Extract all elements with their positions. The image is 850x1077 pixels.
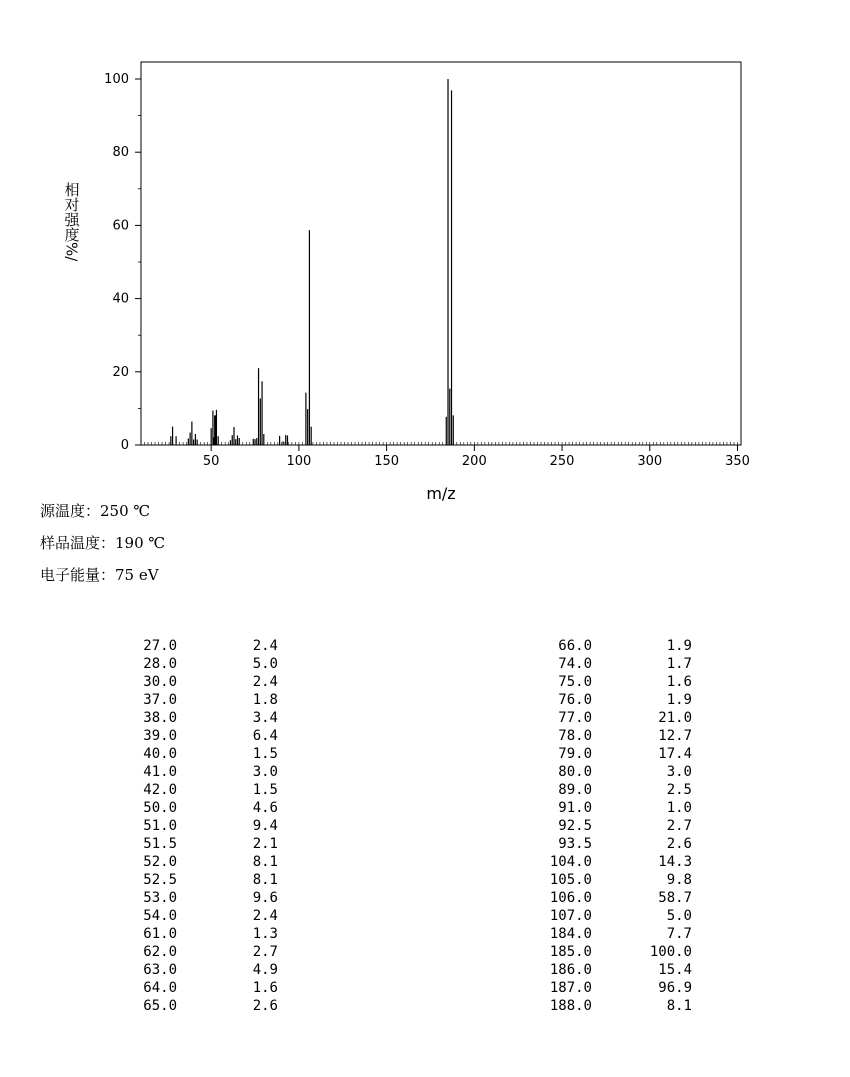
peak-intensity: 12.7	[658, 728, 692, 744]
peak-table-row	[120, 997, 320, 1015]
peak-mz: 53.0	[143, 890, 177, 906]
peak-mz: 104.0	[549, 854, 592, 870]
peak-intensity: 8.1	[666, 998, 692, 1014]
peak-intensity: 2.4	[252, 638, 278, 654]
peak-table-row	[520, 727, 720, 745]
peak-intensity: 14.3	[658, 854, 692, 870]
peak-table-row	[120, 799, 320, 817]
peak-table-row	[120, 673, 320, 691]
peak-mz: 64.0	[143, 980, 177, 996]
y-axis	[104, 72, 141, 453]
peak-table-row	[120, 961, 320, 979]
peak-table-row	[520, 835, 720, 853]
y-tick-label: 40	[112, 291, 129, 307]
peak-mz: 107.0	[549, 908, 592, 924]
peak-mz: 62.0	[143, 944, 177, 960]
peak-table-row	[120, 727, 320, 745]
peak-intensity: 2.1	[252, 836, 278, 852]
peak-table-row	[520, 691, 720, 709]
x-tick-label: 50	[202, 454, 220, 469]
peak-intensity: 5.0	[666, 908, 692, 924]
peak-mz: 92.5	[558, 818, 592, 834]
peak-table-row	[120, 943, 320, 961]
peak-intensity: 3.0	[666, 764, 692, 780]
y-tick-label: 100	[104, 72, 129, 87]
peak-mz: 52.0	[143, 854, 177, 870]
peak-mz: 89.0	[558, 782, 592, 798]
peak-table-row	[120, 763, 320, 781]
peak-table-row	[520, 799, 720, 817]
peak-intensity: 9.8	[666, 872, 692, 888]
y-axis-title	[60, 182, 82, 261]
mass-spectrum-chart	[0, 0, 850, 510]
peak-table-row	[120, 925, 320, 943]
peak-mz: 42.0	[143, 782, 177, 798]
peak-mz: 38.0	[143, 710, 177, 726]
peak-table-row	[120, 637, 320, 655]
peak-table-row	[520, 907, 720, 925]
peak-intensity: 3.4	[252, 710, 278, 726]
peak-intensity: 17.4	[658, 746, 692, 762]
x-axis-title: m/z	[426, 484, 456, 503]
peak-table-row	[520, 817, 720, 835]
peak-intensity: 1.0	[666, 800, 692, 816]
peak-mz: 65.0	[143, 998, 177, 1014]
peak-table-row	[520, 943, 720, 961]
peak-intensity: 2.4	[252, 908, 278, 924]
spectrum-bars	[171, 79, 453, 445]
peak-intensity: 2.6	[252, 998, 278, 1014]
x-tick-label: 100	[286, 454, 312, 469]
peak-mz: 75.0	[558, 674, 592, 690]
peak-intensity: 5.0	[252, 656, 278, 672]
peak-intensity: 9.4	[252, 818, 278, 834]
peak-table-row	[120, 835, 320, 853]
sample-temperature: 样品温度：190 ℃	[40, 534, 166, 552]
peak-mz: 185.0	[549, 944, 592, 960]
peak-intensity: 15.4	[658, 962, 692, 978]
plot-frame	[141, 62, 741, 445]
peak-intensity: 1.6	[252, 980, 278, 996]
peak-mz: 78.0	[558, 728, 592, 744]
peak-intensity: 1.8	[252, 692, 278, 708]
peak-mz: 66.0	[558, 638, 592, 654]
peak-table-row	[120, 979, 320, 997]
peak-intensity: 100.0	[649, 944, 692, 960]
peak-mz: 186.0	[549, 962, 592, 978]
peak-mz: 77.0	[558, 710, 592, 726]
peak-mz: 39.0	[143, 728, 177, 744]
peak-table-row	[120, 709, 320, 727]
peak-mz: 76.0	[558, 692, 592, 708]
peak-intensity: 9.6	[252, 890, 278, 906]
peak-intensity: 2.7	[666, 818, 692, 834]
x-tick-label: 350	[725, 454, 750, 469]
peak-table-row	[120, 907, 320, 925]
y-tick-label: 20	[112, 364, 129, 380]
peak-mz: 63.0	[143, 962, 177, 978]
peak-intensity: 2.6	[666, 836, 692, 852]
peak-intensity: 1.6	[666, 674, 692, 690]
peak-mz: 105.0	[549, 872, 592, 888]
y-axis-title-text: 相对强度%/	[62, 182, 81, 262]
peak-intensity: 2.7	[252, 944, 278, 960]
peak-table-row	[120, 817, 320, 835]
peak-mz: 51.5	[143, 836, 177, 852]
peak-mz: 91.0	[558, 800, 592, 816]
peak-mz: 106.0	[549, 890, 592, 906]
x-tick-label: 300	[637, 454, 663, 469]
peak-mz: 93.5	[558, 836, 592, 852]
peak-intensity: 1.9	[666, 638, 692, 654]
peak-mz: 187.0	[549, 980, 592, 996]
peak-table-row	[120, 853, 320, 871]
peak-intensity: 4.9	[252, 962, 278, 978]
peak-table-row	[520, 673, 720, 691]
peak-mz: 50.0	[143, 800, 177, 816]
peak-intensity: 96.9	[658, 980, 692, 996]
peak-mz: 40.0	[143, 746, 177, 762]
peak-table-right	[520, 637, 720, 1015]
peak-mz: 61.0	[143, 926, 177, 942]
peak-mz: 37.0	[143, 692, 177, 708]
y-tick-label: 0	[120, 438, 129, 453]
peak-table-row	[120, 871, 320, 889]
peak-mz: 74.0	[558, 656, 592, 672]
peak-intensity: 1.9	[666, 692, 692, 708]
peak-mz: 52.5	[143, 872, 177, 888]
peak-intensity: 1.3	[252, 926, 278, 942]
x-tick-label: 200	[461, 454, 487, 469]
peak-mz: 184.0	[549, 926, 592, 942]
electron-energy: 电子能量：75 eV	[40, 566, 159, 584]
peak-table-row	[520, 781, 720, 799]
peak-table-row	[520, 637, 720, 655]
peak-mz: 27.0	[143, 638, 177, 654]
peak-intensity: 1.5	[252, 782, 278, 798]
peak-intensity: 2.4	[252, 674, 278, 690]
source-temperature: 源温度：250 ℃	[40, 502, 151, 520]
peak-table-row	[520, 889, 720, 907]
x-tick-label: 150	[374, 454, 400, 469]
peak-table-row	[520, 745, 720, 763]
peak-mz: 79.0	[558, 746, 592, 762]
y-tick-label: 80	[112, 145, 129, 161]
peak-table-row	[520, 871, 720, 889]
peak-table-row	[520, 997, 720, 1015]
peak-mz: 188.0	[549, 998, 592, 1014]
peak-intensity: 7.7	[666, 926, 692, 942]
peak-table-row	[520, 853, 720, 871]
peak-intensity: 58.7	[658, 890, 692, 906]
peak-table-row	[120, 781, 320, 799]
peak-intensity: 3.0	[252, 764, 278, 780]
peak-intensity: 8.1	[252, 854, 278, 870]
peak-table-left	[120, 637, 320, 1015]
peak-mz: 51.0	[143, 818, 177, 834]
peak-intensity: 4.6	[252, 800, 278, 816]
peak-intensity: 2.5	[666, 782, 692, 798]
peak-table-row	[120, 889, 320, 907]
peak-table-row	[120, 691, 320, 709]
peak-table-row	[520, 763, 720, 781]
peak-mz: 41.0	[143, 764, 177, 780]
peak-table-row	[520, 979, 720, 997]
peak-table-row	[520, 655, 720, 673]
peak-intensity: 6.4	[252, 728, 278, 744]
peak-mz: 54.0	[143, 908, 177, 924]
x-tick-label: 250	[549, 454, 575, 469]
peak-table-row	[520, 709, 720, 727]
peak-intensity: 21.0	[658, 710, 692, 726]
peak-mz: 80.0	[558, 764, 592, 780]
peak-table-row	[520, 925, 720, 943]
peak-table-row	[120, 655, 320, 673]
peak-intensity: 1.5	[252, 746, 278, 762]
peak-table-row	[120, 745, 320, 763]
y-tick-label: 60	[112, 218, 129, 234]
x-axis	[203, 445, 750, 469]
peak-table-row	[520, 961, 720, 979]
peak-intensity: 1.7	[666, 656, 692, 672]
peak-mz: 30.0	[143, 674, 177, 690]
peak-mz: 28.0	[143, 656, 177, 672]
peak-intensity: 8.1	[252, 872, 278, 888]
